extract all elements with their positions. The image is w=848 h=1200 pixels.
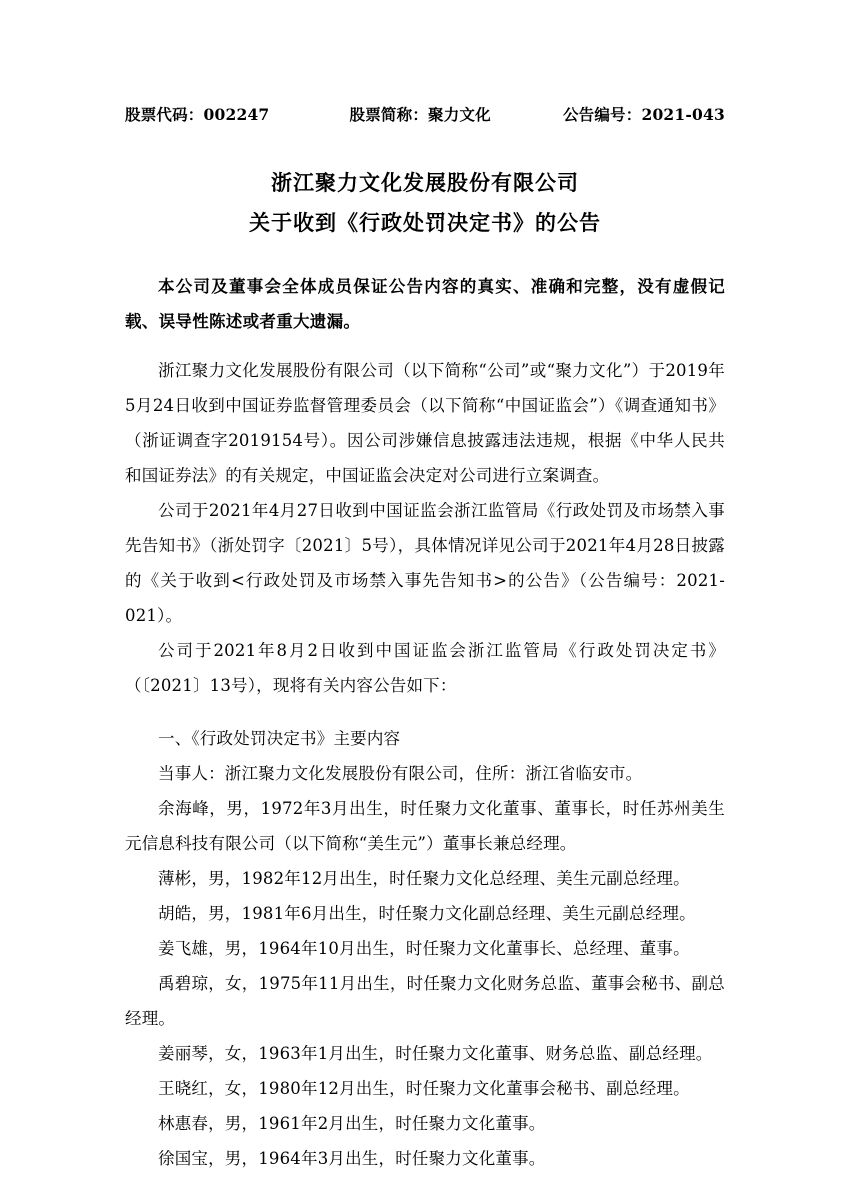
person-line: 余海峰，男，1972年3月出生，时任聚力文化董事、董事长，时任苏州美生元信息科技有限公司（以下简称“美生元”）董事长兼总经理。 xyxy=(125,799,725,853)
person-line: 薄彬，男，1982年12月出生，时任聚力文化总经理、美生元副总经理。 xyxy=(158,869,690,888)
person-line: 王晓红，女，1980年12月出生，时任聚力文化董事会秘书、副总经理。 xyxy=(158,1079,690,1098)
paragraph-penalty-decision: 公司于2021年8月2日收到中国证监会浙江监管局《行政处罚决定书》（〔2021〕13号），现将有关内容公告如下： xyxy=(125,641,725,695)
page-content xyxy=(125,0,725,1176)
person-line: 姜丽琴，女，1963年1月出生，时任聚力文化董事、财务总监、副总经理。 xyxy=(158,1044,713,1063)
stock-code: 股票代码：002247 xyxy=(125,105,270,124)
document-header xyxy=(125,103,725,125)
disclaimer-statement: 本公司及董事会全体成员保证公告内容的真实、准确和完整，没有虚假记载、误导性陈述或者重大遗漏。 xyxy=(125,277,725,331)
announcement-number: 公告编号：2021-043 xyxy=(562,105,725,124)
person-line: 林惠春，男，1961年2月出生，时任聚力文化董事。 xyxy=(158,1114,546,1133)
company-name-title: 浙江聚力文化发展股份有限公司 xyxy=(271,170,579,195)
section-heading-one: 一、《行政处罚决定书》主要内容 xyxy=(158,729,401,748)
body-text xyxy=(125,353,725,1176)
party-line: 当事人：浙江聚力文化发展股份有限公司，住所：浙江省临安市。 xyxy=(158,764,643,783)
announcement-subject-title: 关于收到《行政处罚决定书》的公告 xyxy=(249,210,601,235)
stock-name: 股票简称：聚力文化 xyxy=(349,105,491,124)
person-line: 胡皓，男，1981年6月出生，时任聚力文化副总经理、美生元副总经理。 xyxy=(158,904,696,923)
title-block xyxy=(125,163,725,243)
person-line: 徐国宝，男，1964年3月出生，时任聚力文化董事。 xyxy=(158,1149,546,1168)
paragraph-investigation-notice: 浙江聚力文化发展股份有限公司（以下简称“公司”或“聚力文化”）于2019年5月24日收到中国证券监督管理委员会（以下简称“中国证监会”）《调查通知书》（浙证调查字2019154号）。因公司涉嫌信息披露违法违规，根据《中华人民共和国证券法》的有关规定，中国证监会决定对公司进行立案调查。 xyxy=(125,361,725,485)
person-line: 禹碧琼，女，1975年11月出生，时任聚力文化财务总监、董事会秘书、副总经理。 xyxy=(125,974,725,1028)
person-line: 姜飞雄，男，1964年10月出生，时任聚力文化董事长、总经理、董事。 xyxy=(158,939,690,958)
paragraph-prior-notice: 公司于2021年4月27日收到中国证监会浙江监管局《行政处罚及市场禁入事先告知书》（浙处罚字〔2021〕5号），具体情况详见公司于2021年4月28日披露的《关于收到<行政处罚及市场禁入事先告知书>的公告》（公告编号：2021-021）。 xyxy=(125,501,725,625)
